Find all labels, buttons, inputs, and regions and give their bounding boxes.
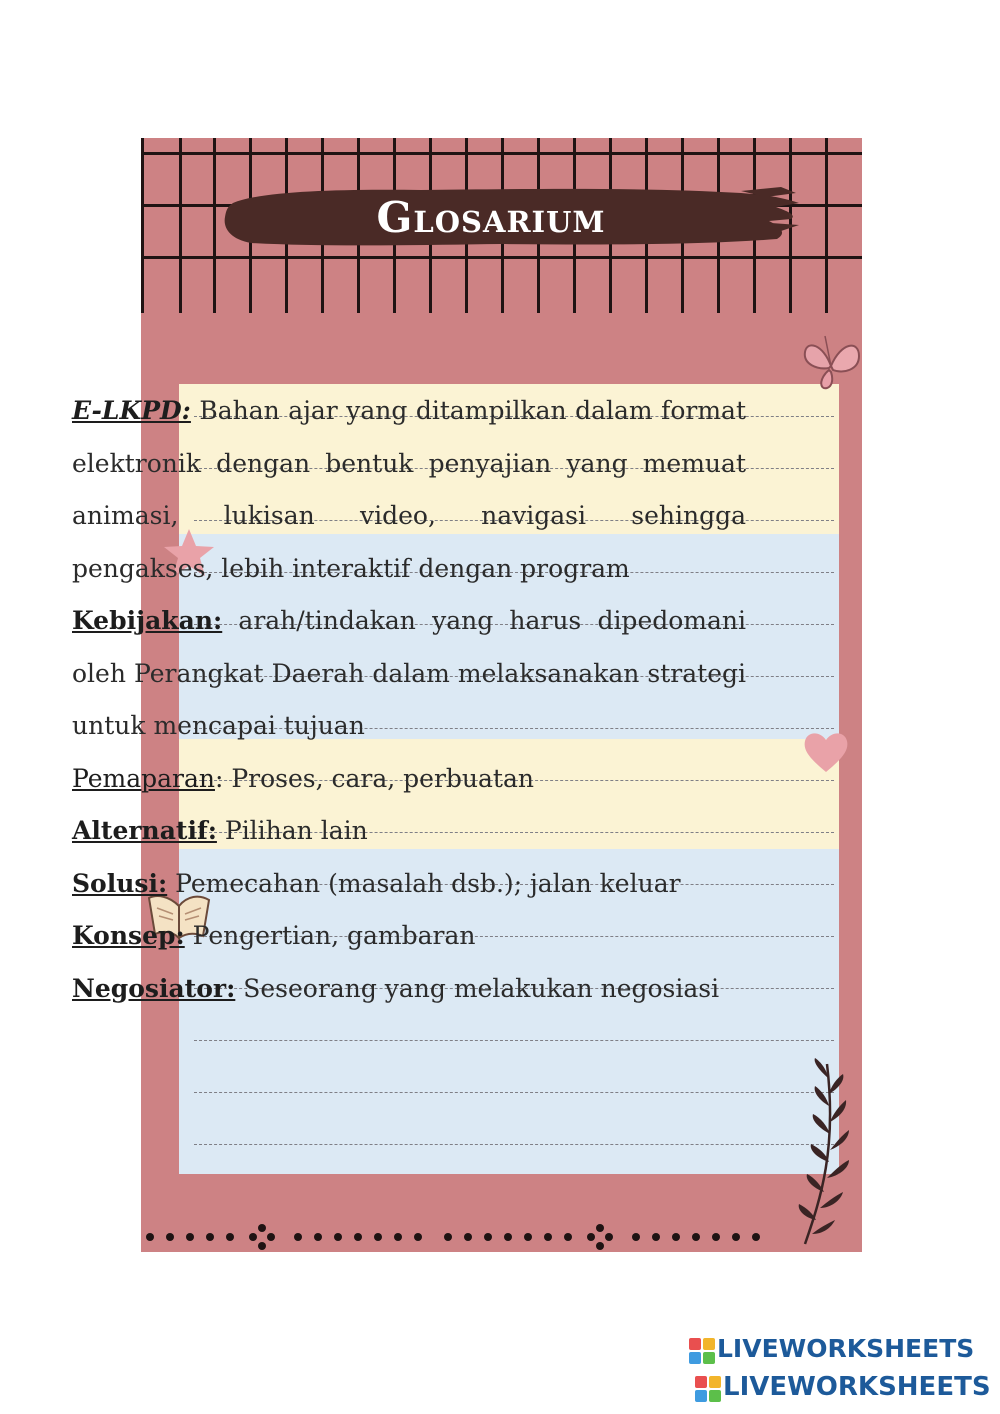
glossary-definition: : Proses, cara, perbuatan: [214, 763, 534, 793]
glossary-definition: Pengertian, gambaran: [184, 921, 476, 950]
glossary-term: Solusi:: [72, 868, 168, 898]
glossary-entry: [72, 385, 746, 595]
butterfly-icon: [801, 334, 862, 396]
glossary-entry: [72, 910, 746, 963]
liveworksheets-logo-icon: [689, 1338, 715, 1364]
glossary-term: Kebijakan:: [72, 606, 223, 635]
glossary-definition: Seseorang yang melakukan negosiasi: [235, 973, 720, 1003]
glossary-term: Alternatif:: [72, 816, 217, 845]
glossary-entry: [72, 858, 746, 911]
watermark: [695, 1372, 995, 1404]
watermark-text: LIVEWORKSHEETS: [723, 1372, 991, 1402]
glossary-term: Pemaparan: [72, 763, 215, 793]
glossary-term: Negosiator:: [72, 973, 236, 1003]
glossary-entry: [72, 805, 746, 858]
heart-icon: [801, 728, 851, 774]
watermark-text: LIVEWORKSHEETS: [717, 1334, 975, 1363]
liveworksheets-logo-icon: [695, 1376, 721, 1402]
page-title: Glosarium: [376, 193, 606, 242]
glossary-term: E-LKPD:: [72, 396, 191, 425]
glossary-term: Konsep:: [72, 921, 185, 950]
glossary-entry: [72, 963, 746, 1016]
glossary-entry: [72, 753, 746, 806]
watermark: [689, 1334, 979, 1366]
glossary-definition: arah/tindakan yang harus dipedomani oleh Perangkat Daerah dalam melaksanakan strategi untuk mencapai tujuan: [72, 606, 746, 740]
glossary-definition: Pemecahan (masalah dsb.); jalan keluar: [167, 868, 681, 898]
glossary-list: [72, 385, 746, 1015]
glossary-entry: [72, 595, 746, 753]
glossary-definition: Pilihan lain: [216, 816, 368, 845]
leaf-branch-icon: [791, 1058, 862, 1248]
glossary-definition: Bahan ajar yang ditampilkan dalam format elektronik dengan bentuk penyajian yang memuat animasi, lukisan video, navigasi sehingga pengakses, lebih interaktif dengan program: [72, 396, 746, 583]
dotted-divider: [146, 1222, 766, 1252]
